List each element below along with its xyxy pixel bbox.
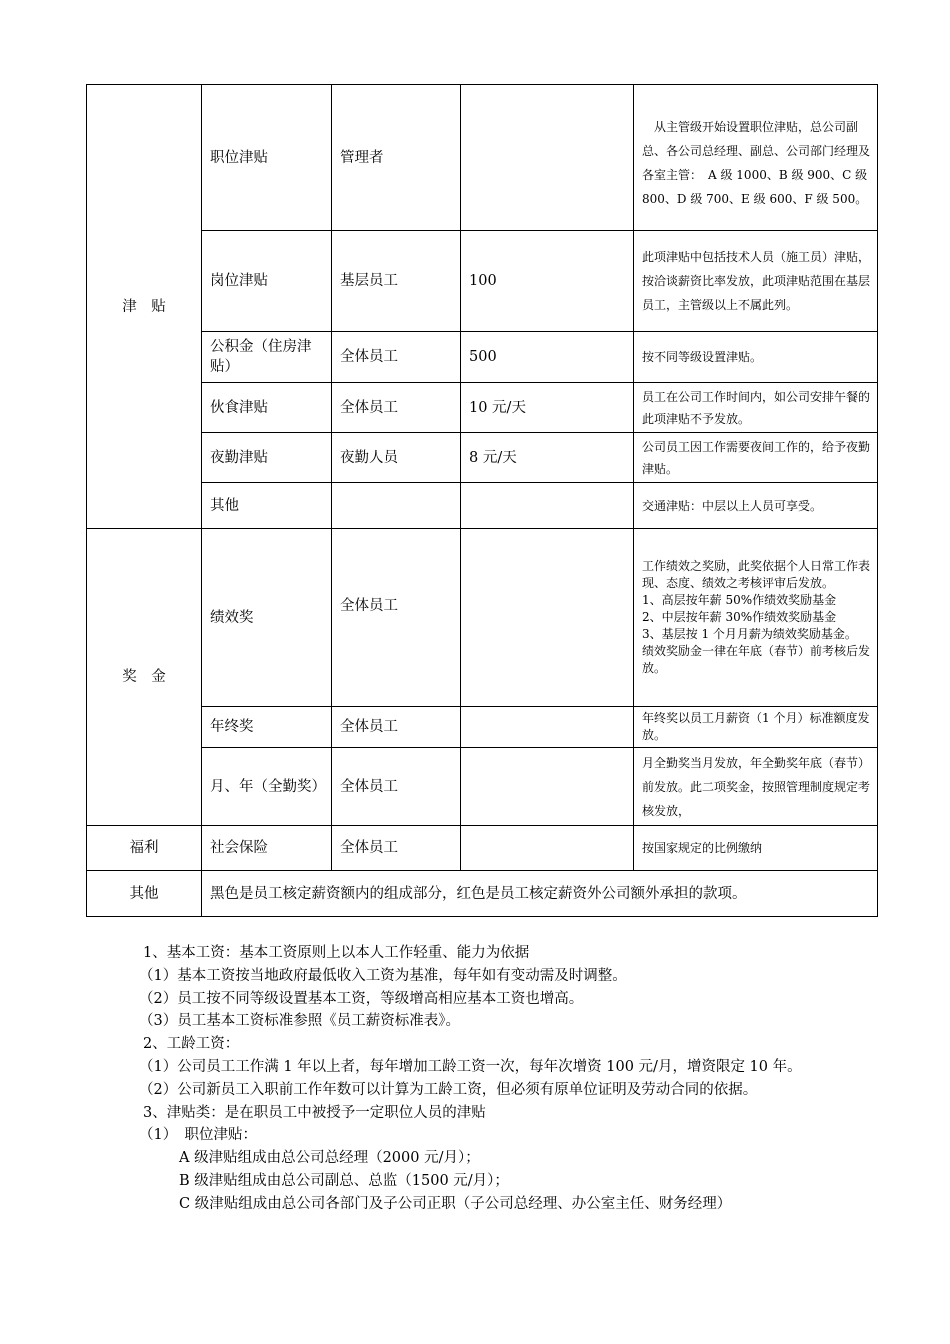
notes-section [139, 942, 823, 1216]
item-cell: 夜勤津贴 [202, 433, 332, 483]
amount-cell [461, 748, 634, 826]
target-cell: 全体员工 [332, 383, 461, 433]
amount-cell: 10 元/天 [461, 383, 634, 433]
note-paragraph: （2）公司新员工入职前工作年数可以计算为工龄工资，但必须有原单位证明及劳动合同的依据。 [139, 1081, 758, 1098]
target-cell: 基层员工 [332, 231, 461, 332]
note-line: 工作绩效之奖励，此奖依据个人日常工作表现、态度、绩效之考核评审后发放。 [642, 559, 871, 590]
item-cell: 社会保险 [202, 826, 332, 871]
note-cell: 按不同等级设置津贴。 [634, 332, 878, 383]
note-paragraph: 2、工龄工资： [143, 1036, 240, 1053]
target-cell: 全体员工 [332, 748, 461, 826]
table-row [87, 483, 878, 529]
table-row [87, 231, 878, 332]
target-cell: 全体员工 [332, 529, 461, 707]
table-row [87, 748, 878, 826]
amount-cell [461, 85, 634, 231]
note-paragraph: （3）员工基本工资标准参照《员工薪资标准表》。 [139, 1013, 460, 1030]
category-cell: 津 贴 [87, 85, 202, 529]
target-cell: 管理者 [332, 85, 461, 231]
compensation-table [86, 84, 878, 917]
note-paragraph: （1） 职位津贴： [139, 1127, 257, 1144]
item-cell: 其他 [202, 483, 332, 529]
note-cell: 从主管级开始设置职位津贴，总公司副总、各公司总经理、副总、公司部门经理及各室主管： A 级 1000、B 级 900、C 级 800、D 级 700、E 级 600、F 级 500。 [634, 85, 878, 231]
table-row [87, 332, 878, 383]
item-cell: 公积金（住房津贴） [202, 332, 332, 383]
note-cell: 按国家规定的比例缴纳 [634, 826, 878, 871]
table-row [87, 707, 878, 748]
table-row [87, 529, 878, 707]
target-cell: 夜勤人员 [332, 433, 461, 483]
note-paragraph: 3、津贴类：是在职员工中被授予一定职位人员的津贴 [143, 1104, 486, 1121]
item-cell: 职位津贴 [202, 85, 332, 231]
remark-cell: 黑色是员工核定薪资额内的组成部分，红色是员工核定薪资外公司额外承担的款项。 [202, 871, 878, 917]
category-cell: 福利 [87, 826, 202, 871]
item-cell: 岗位津贴 [202, 231, 332, 332]
table-row [87, 85, 878, 231]
note-line: 绩效奖励金一律在年底（春节）前考核后发放。 [642, 644, 871, 675]
category-cell: 其他 [87, 871, 202, 917]
note-line: 2、中层按年薪 30%作绩效奖励基金 [642, 610, 837, 624]
note-paragraph: C 级津贴组成由总公司各部门及子公司正职（子公司总经理、办公室主任、财务经理） [179, 1195, 732, 1212]
note-cell: 交通津贴：中层以上人员可享受。 [634, 483, 878, 529]
item-cell: 伙食津贴 [202, 383, 332, 433]
category-cell: 奖 金 [87, 529, 202, 826]
amount-cell [461, 826, 634, 871]
amount-cell: 100 [461, 231, 634, 332]
table-row [87, 433, 878, 483]
note-cell: 公司员工因工作需要夜间工作的，给予夜勤津贴。 [634, 433, 878, 483]
amount-cell [461, 483, 634, 529]
note-paragraph: B 级津贴组成由总公司副总、总监（1500 元/月）； [179, 1172, 509, 1189]
note-paragraph: （2）员工按不同等级设置基本工资，等级增高相应基本工资也增高。 [139, 990, 584, 1007]
target-cell [332, 483, 461, 529]
note-cell: 月全勤奖当月发放，年全勤奖年底（春节）前发放。此二项奖金，按照管理制度规定考核发放， [634, 748, 878, 826]
amount-cell: 8 元/天 [461, 433, 634, 483]
amount-cell: 500 [461, 332, 634, 383]
amount-cell [461, 707, 634, 748]
note-paragraph: 1、基本工资：基本工资原则上以本人工作轻重、能力为依据 [143, 945, 530, 961]
note-line: 1、高层按年薪 50%作绩效奖励基金 [642, 593, 837, 607]
amount-cell [461, 529, 634, 707]
note-paragraph: （1）公司员工工作满 1 年以上者，每年增加工龄工资一次，每年次增资 100 元/月，增资限定 10 年。 [139, 1058, 802, 1075]
item-cell: 月、年（全勤奖） [202, 748, 332, 826]
note-cell: 员工在公司工作时间内，如公司安排午餐的此项津贴不予发放。 [634, 383, 878, 433]
item-cell: 绩效奖 [202, 529, 332, 707]
table-row [87, 871, 878, 917]
note-paragraph: （1）基本工资按当地政府最低收入工资为基准，每年如有变动需及时调整。 [139, 967, 627, 984]
note-cell [634, 529, 878, 707]
table-row [87, 826, 878, 871]
target-cell: 全体员工 [332, 332, 461, 383]
note-cell: 此项津贴中包括技术人员（施工员）津贴，按洽谈薪资比率发放，此项津贴范围在基层员工，主管级以上不属此列。 [634, 231, 878, 332]
item-cell: 年终奖 [202, 707, 332, 748]
table-row [87, 383, 878, 433]
note-paragraph: A 级津贴组成由总公司总经理（2000 元/月）； [179, 1150, 480, 1167]
target-cell: 全体员工 [332, 826, 461, 871]
target-cell: 全体员工 [332, 707, 461, 748]
note-line: 3、基层按 1 个月月薪为绩效奖励基金。 [642, 627, 857, 641]
note-cell: 年终奖以员工月薪资（1 个月）标准额度发放。 [634, 707, 878, 748]
